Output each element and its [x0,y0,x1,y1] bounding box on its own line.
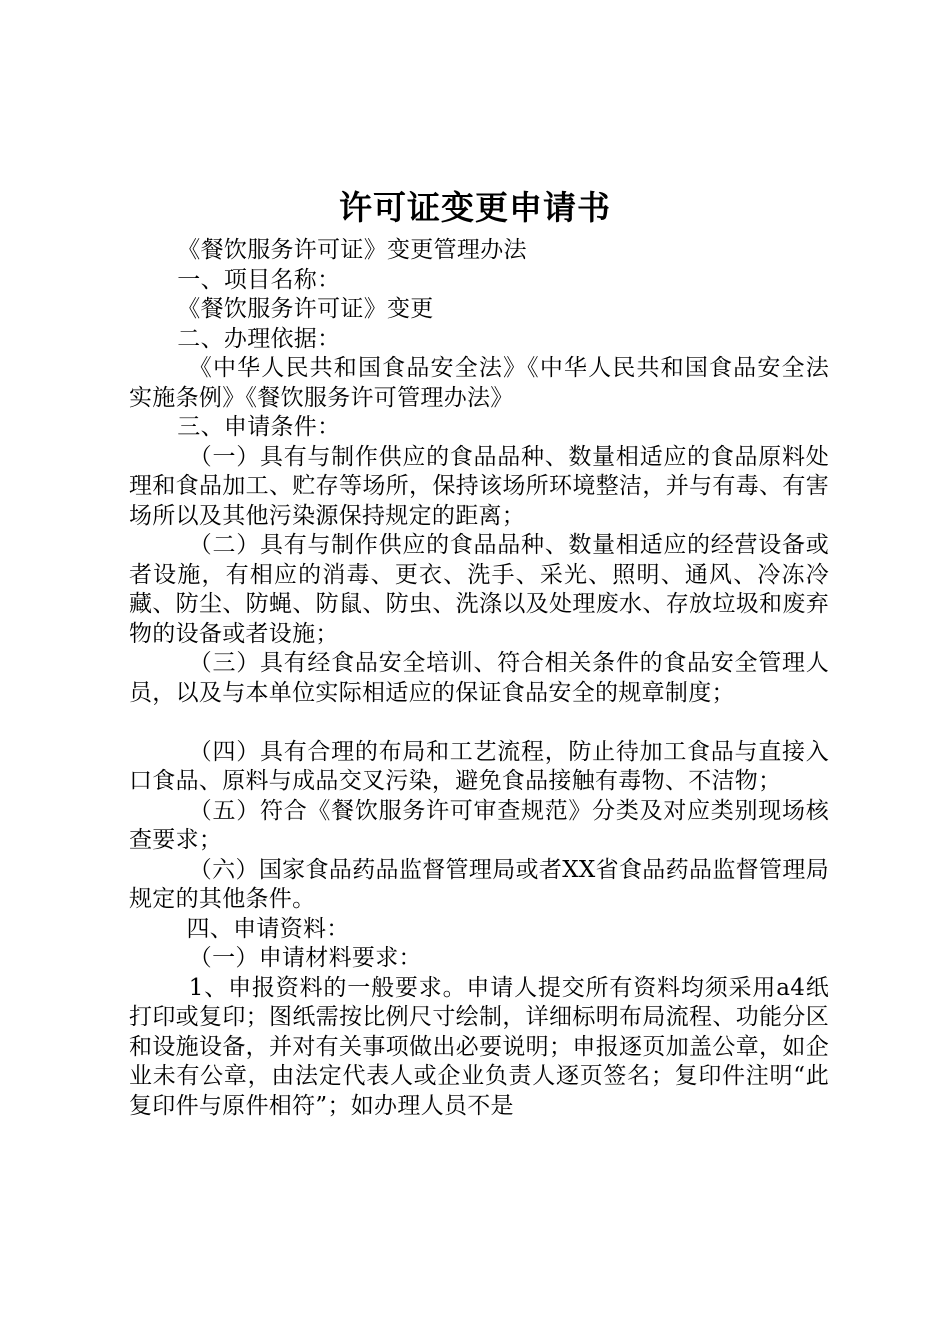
paragraph-heading-3: 三、申请条件： [177,414,341,440]
blank-line [129,708,829,738]
paragraph-heading-1: 一、项目名称： [177,266,341,293]
paragraph-legal-basis: 《中华人民共和国食品安全法》《中华人民共和国食品安全法实施条例》《餐饮服务许可管理办法》 [129,355,829,411]
paragraph-materials-general: 1、申报资料的一般要求。申请人提交所有资料均须采用a4纸打印或复印；图纸需按比例尺寸绘制，详细标明布局流程、功能分区和设施设备，并对有关事项做出必要说明；申报逐页加盖公章，如企业未有公章，由法定代表人或企业负责人逐页签名；复印件注明“此复印件与原件相符”；如办理人员不是 [129,974,829,1119]
paragraph-heading-4: 四、申请资料： [186,915,350,942]
paragraph-condition-6: （六）国家食品药品监督管理局或者XX省食品药品监督管理局规定的其他条件。 [129,856,829,912]
paragraph-subtitle: 《餐饮服务许可证》变更管理办法 [177,237,527,263]
paragraph-condition-1: （一）具有与制作供应的食品品种、数量相适应的食品原料处理和食品加工、贮存等场所，保持该场所环境整洁，并与有毒、有害场所以及其他污染源保持规定的距离； [129,443,829,529]
paragraph-project-name: 《餐饮服务许可证》变更 [177,296,434,322]
paragraph-condition-2: （二）具有与制作供应的食品品种、数量相适应的经营设备或者设施，有相应的消毒、更衣、洗手、采光、照明、通风、冷冻冷藏、防尘、防蝇、防鼠、防虫、洗涤以及处理废水、存放垃圾和废弃物的设备或者设施； [129,532,829,647]
document-title: 许可证变更申请书 [339,188,611,227]
paragraph-condition-3: （三）具有经食品安全培训、符合相关条件的食品安全管理人员，以及与本单位实际相适应的保证食品安全的规章制度； [129,650,829,706]
document-body [129,236,829,1121]
paragraph-condition-4: （四）具有合理的布局和工艺流程，防止待加工食品与直接入口食品、原料与成品交叉污染，避免食品接触有毒物、不洁物； [129,738,829,794]
paragraph-materials-heading: （一）申请材料要求： [188,945,422,971]
paragraph-condition-5: （五）符合《餐饮服务许可审查规范》分类及对应类别现场核查要求； [129,797,829,853]
paragraph-heading-2: 二、办理依据： [177,325,341,352]
